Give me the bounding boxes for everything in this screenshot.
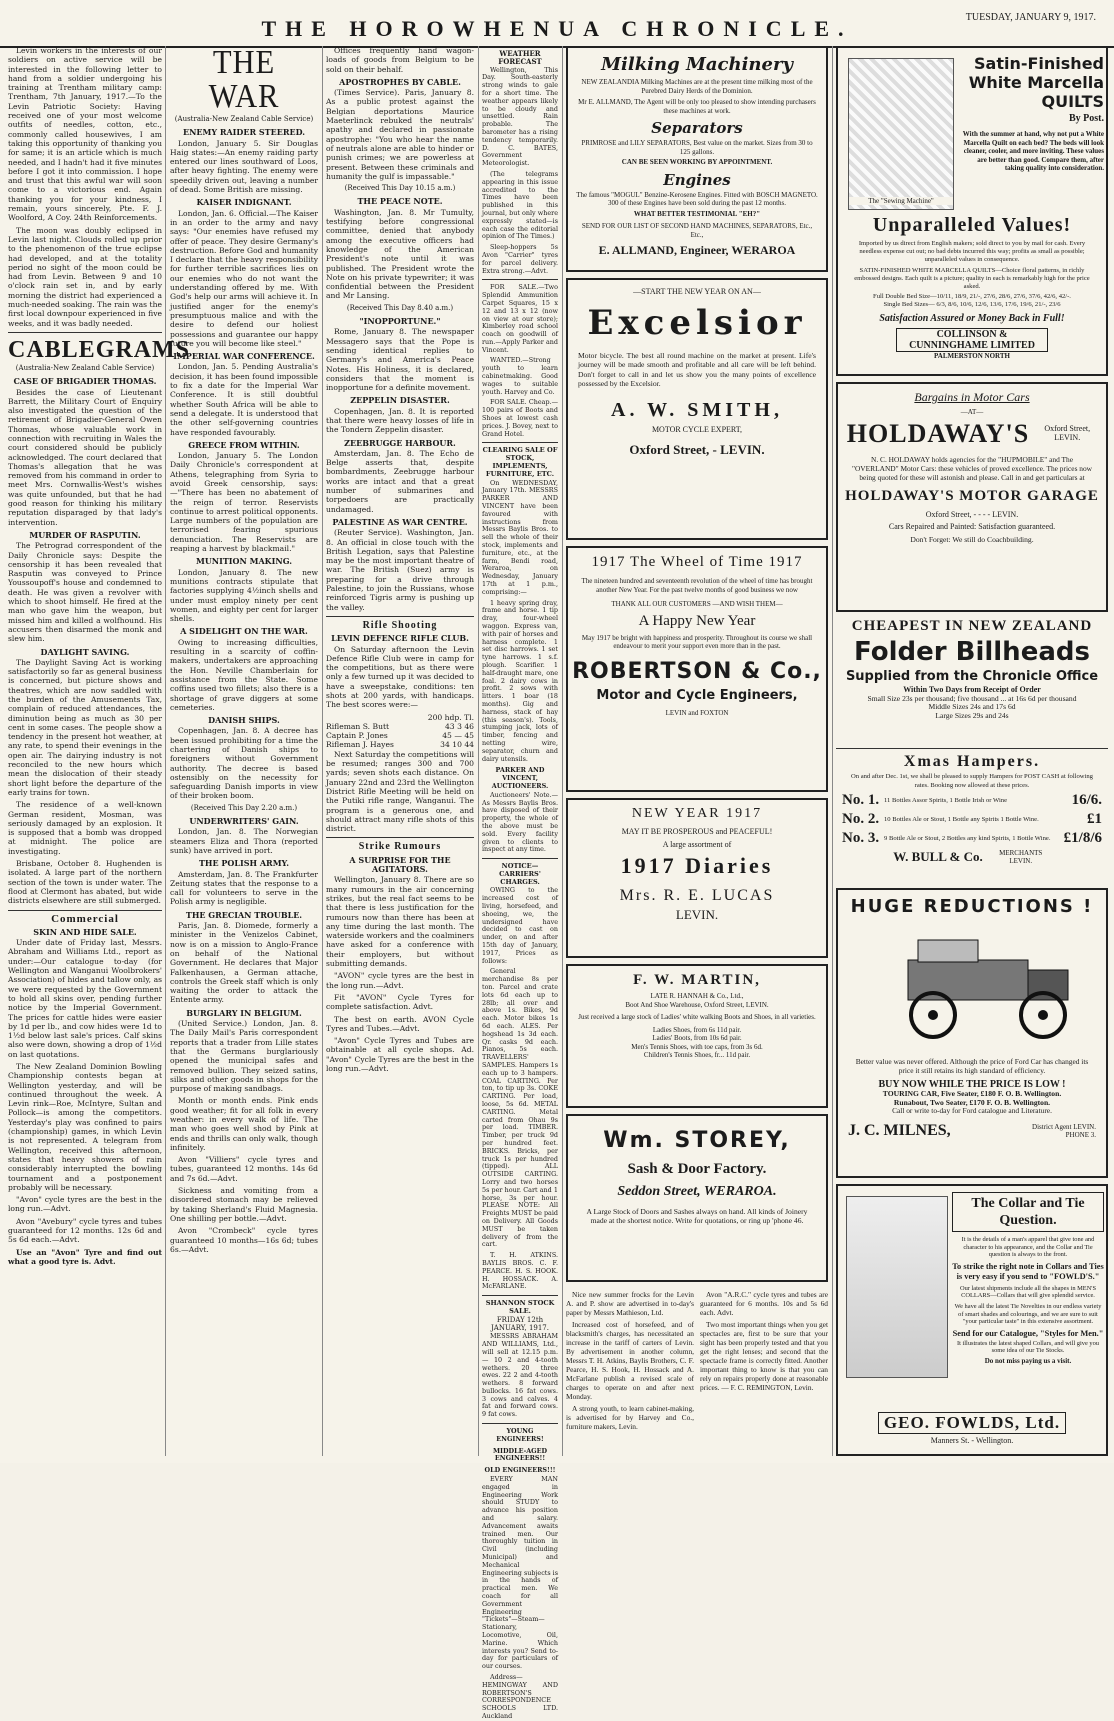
ad-title: F. W. MARTIN, (633, 972, 761, 988)
ad-sizes: Full Double Bed Size—10/11, 18/9, 21/-, 27/6, 28/6, 27/6, 37/6, 42/6, 42/-. (873, 293, 1071, 300)
ad-at: —AT— (960, 408, 984, 416)
section-title-cablegrams: CABLEGRAMS (8, 336, 191, 363)
article-text: Copenhagen, Jan. 8. It is reported that there were heavy losses of life in the Tondern Zeppelin disaster. (326, 406, 474, 435)
ad-garage: HOLDAWAY'S MOTOR GARAGE (845, 487, 1099, 504)
article-heading: ENEMY RAIDER STEERED. (182, 127, 306, 138)
ad-price-line: Ladies' Boots, from 10s 6d pair. (652, 1034, 742, 1042)
ad-text: A large assortment of (662, 839, 732, 849)
rule (482, 1295, 558, 1296)
received-note: (Received This Day 2.20 a.m.) (190, 803, 298, 812)
motor-car-illustration (848, 930, 1098, 1050)
rule (326, 616, 474, 617)
gentleman-portrait-illustration (846, 1196, 948, 1378)
engineers-heading: OLD ENGINEERS!!! (484, 1466, 556, 1475)
article-heading: GREECE FROM WITHIN. (188, 439, 300, 450)
article-heading: BURGLARY IN BELGIUM. (186, 1007, 302, 1018)
ad-town: PALMERSTON NORTH (934, 352, 1010, 360)
ad-text: Just received a large stock of Ladies' white walking Boots and Shoes, in all varieties. (578, 1013, 816, 1021)
article-text: Next Saturday the competitions will be resumed; ranges 300 and 700 yards; seven shots each distance. On January 22nd and 23rd the Wellington District Rifle Meeting will be held on the Putiki rifle range, Wanganui. The program is a generous one, and should attract many rifle shots of this district. (326, 749, 474, 834)
article-text: London, January 5. Sir Douglas Haig states:—An enemy raiding party entered our lines southward of Loos, after heavy fighting. The enemy were speedily driven out, leaving a number of dead. Some British are missing. (170, 138, 318, 195)
ad-text: Don't Forget: We still do Coachbuilding. (910, 534, 1034, 544)
article-heading: THE GRECIAN TROUBLE. (185, 909, 303, 920)
ad-price: Middle Sizes 24s and 17s 6d (928, 702, 1016, 711)
ad-title: Engines (663, 170, 731, 189)
local-note: Nice new summer frocks for the Levin A. and P. show are advertised in to-day's paper by Messrs Mathieson, Ltd. (566, 1290, 694, 1317)
engineers-address: Address—HEMINGWAY AND ROBERTSON'S CORRESPONDENCE SCHOOLS LTD. Auckland (482, 1672, 558, 1720)
ad-text: We have all the latest Tie Novelties in our endless variety of smart shades and colourings, and we are sure to suit "your particular taste" in this extensive assortment. (954, 1302, 1102, 1326)
newspaper-title: THE HOROWHENUA CHRONICLE. (261, 16, 853, 41)
sewing-machine-caption: The "Sewing Machine" (849, 197, 953, 205)
rule (8, 910, 162, 911)
ad-price: Small Size 23s per thousand; five thousand ... at 16s 6d per thousand (867, 693, 1077, 703)
ad-text: Cars Repaired and Painted: Satisfaction guaranteed. (888, 522, 1056, 531)
column-divider (478, 46, 479, 1456)
signatories: T. H. ATKINS. BAYLIS BROS. C. F. PEARCE. H. S. HOOK. H. HOSSACK. A. McFARLANE. (482, 1251, 558, 1291)
scores-table (326, 722, 474, 750)
section-title-war: THE WAR (208, 44, 280, 115)
ad-strike: To strike the right note in Collars and Ties is very easy if you send to "FOWLD'S." (952, 1261, 1104, 1281)
local-note: Two most important things when you get spectacles are, first to be sure that your sight has been properly tested and that you get the right lenses; and second that the spectacle frame is correctly fitted. Another important thing to know is that you can rely on repairs properly done at reasonable prices. — F. C. REMINGTON, Levin. (700, 1320, 828, 1392)
engineers-text: EVERY MAN engaged in Engineering Work should STUDY to advance his position and salary. Advancement awaits trained men. Our thoroughly tuition in Civil (including Municipal) and Mechanical Engineering subjects is in the hands of practical men. We coach for all Government Engineering "Tickets"—Steam—Stationary, Locomotive, Oil, Marine. Which interests you? Send to-day for particulars of our courses. (482, 1475, 558, 1671)
ad-headline: Unparalleled Values! (872, 214, 1072, 236)
article-text: London, January 8. The new munitions contracts stipulate that factories supplying 4½inch shells and under must employ ninety per cent women, and eighty per cent for larger shells. (170, 567, 318, 624)
ad-trade: MOTOR CYCLE EXPERT, (651, 424, 743, 434)
article-text: Owing to increasing difficulties, resulting in a scarcity of coffin-makers, undertakers are approaching the Hon. Neville Chamberlain for assistance from the State. Some coffins used two fillets; also there is a shortage of grave diggers at some cemeteries. (170, 637, 318, 712)
ad-price: Large Sizes 29s and 24s (935, 710, 1009, 720)
ad-holdaway-motors (836, 382, 1108, 612)
ad-text: N. C. HOLDAWAY holds agencies for the "HUPMOBILE" and The "OVERLAND" Motor Cars: these vehicles of proved excellence. The prices now being quoted for these will astonish and please. Call in and get particulars at (851, 454, 1093, 482)
advert-line: "Avon" Cycle Tyres and Tubes are obtainable at all cycle shops. Ad. "Avon" Cycle Tyres are the best in the long run.—Advt. (326, 1036, 474, 1073)
clearing-sale-heading: CLEARING SALE OF STOCK, IMPLEMENTS, FURNITURE, ETC. (482, 446, 558, 478)
ad-trade: Motor and Cycle Engineers, (596, 687, 798, 703)
ad-milking-machinery (566, 46, 828, 272)
article-text: Rome, January 8. The newspaper Messagero says that the Pope is sending identical replies to Germany's and America's Peace Notes. His Holiness, it is declared, considers that the moment is inopportune for a definite movement. (326, 327, 474, 393)
ad-price: Runabout, Two Seater, £170 F. O. B. Wellington. (893, 1097, 1051, 1107)
ad-name: J. C. MILNES, (848, 1121, 951, 1139)
advert-line: Use an "Avon" Tyre and find out what a good tyre is. Advt. (8, 1247, 162, 1266)
ad-title: A Happy New Year (638, 612, 756, 629)
ad-text: With the summer at hand, why not put a White Marcella Quilt on each bed? The beds will look cleaner, cooler, and more inviting. These values are better than good. Compare them, after taking quality into consideration. (962, 130, 1104, 172)
ad-lead: —START THE NEW YEAR ON AN— (633, 287, 761, 296)
ad-martin-boots (566, 964, 828, 1108)
ad-address: Manners St. - Wellington. (930, 1436, 1014, 1445)
ad-lead: CHEAPEST IN NEW ZEALAND (851, 618, 1093, 634)
article-heading: KAISER INDIGNANT. (196, 197, 292, 208)
auctioneers-note: Auctioneers' Note.—As Messrs Baylis Bros. have disposed of their property, the whole of the above must be sold. Every facility given to clients to inspect at any time. (482, 790, 558, 854)
article-text: On Saturday afternoon the Levin Defence Rifle Club were in camp for the competitions, but as there were only a few turned up it was decided to have a sweepstake, conditions: ten shots at 200 yards, with handicaps. The best scores were:— (326, 644, 474, 710)
issue-date: TUESDAY, JANUARY 9, 1917. (965, 12, 1096, 23)
news-column-2 (170, 46, 318, 1456)
ad-diaries-title: 1917 Diaries (620, 853, 774, 878)
ad-text: It is the details of a man's apparel that give tone and character to his appearance, and the Collar and Tie question is always to the front. (961, 1236, 1095, 1259)
article-text: (Reuter Service). Washington, Jan. 8. An official in close touch with the British Legation, says that Palestine may be the most important theatre of war. The British (Suez) army is preparing for a drive through Palestine, to join the Russians, whose reinforced Tigris army is pushing up the valley. (326, 528, 474, 612)
ad-firm: COLLINSON & CUNNINGHAME LIMITED (896, 328, 1048, 352)
received-note: (Received This Day 8.40 a.m.) (346, 303, 454, 312)
section-subtitle: (Australia-New Zealand Cable Service) (15, 363, 155, 372)
ad-diaries (566, 798, 828, 958)
article-text: (United Service.) London, Jan. 8. The Daily Mail's Paris correspondent reports that a trader from Lille states that the Germans burglariously opened the municipal safes and removed bullion. They seized satins, silks and other goods in shops for the purpose of making sandbags. (170, 1019, 318, 1094)
local-note: Increased cost of horsefeed, and of blacksmith's charges, has necessitated an increase in the tariff of carters of Levin. By advertisement in another column, Messrs T. H. Atkins, Baylis Brothers, C. F. Pearce, H. S. Hook, H. Hossack and A. McFarlane publish a revised scale of charges to operate on and after next Monday. (566, 1320, 694, 1401)
car-hub (1038, 1010, 1048, 1020)
scores-header: 200 hdp. Tl. (427, 712, 474, 722)
car-windscreen (918, 940, 978, 962)
ad-agent: District Agent LEVIN. (1032, 1122, 1096, 1131)
article-text: Brisbane, October 8. Hughenden is isolated. A large part of the northern section of the town is under water. The flood at Clermont has abated, but wide districts elsewhere are still submerged. (8, 859, 162, 906)
ad-address: Oxford Street, LEVIN. (1044, 424, 1091, 442)
ad-text: NEW ZEALANDIA Milking Machines are at the present time milking most of the Purebred Dairy Herds of the Dominion. (581, 78, 813, 95)
ad-price-line: Children's Tennis Shoes, fr... 11d pair. (643, 1051, 751, 1059)
score-row: Captain P. Jones 45 — 45 (326, 731, 474, 741)
ad-excelsior (566, 278, 828, 540)
ad-address: Oxford Street, - LEVIN. (629, 442, 765, 457)
ad-title: Xmas Hampers. (903, 753, 1041, 770)
article-heading: UNDERWRITERS' GAIN. (189, 816, 299, 827)
article-text: Amsterdam, Jan. 8. The Echo de Belge asserts that, despite bombardments, Zeebrugge harbour works are intact and that a great number of submarines and torpedoers are practically undamaged. (326, 448, 474, 514)
local-note: Avon "A.R.C." cycle tyres and tubes are guaranteed for 6 months. 10s and 5s 6d each. Advt. (700, 1290, 828, 1317)
hamper-row: No. 1. 11 Bottles Assor Spirits, 1 Bottle Irish or Wine 16/6. (842, 792, 1102, 808)
column-divider (322, 46, 323, 1456)
article-heading: CASE OF BRIGADIER THOMAS. (13, 376, 157, 387)
article-text: The Daylight Saving Act is working satisfactorily so far as general business is concerned, but picture shows and theatres, which are now saddled with the burden of the Amusements Tax, complain of reduced attendances, the diminution being as much as 30 per cent in some cases. The people show a tendency in the present hot weather, at any rate, to spend their evenings in the open air. The dairying industry is not reconciled to the new hours which mean the dislocation of their steady short light before the departure of the early trains for town. (8, 657, 162, 797)
auctioneers: PARKER AND VINCENT, AUCTIONEERS. (491, 766, 549, 790)
article-heading: LEVIN DEFENCE RIFLE CLUB. (331, 633, 469, 644)
ad-text: WHAT BETTER TESTIMONIAL "EH?" (633, 209, 761, 218)
ad-address: Seddon Street, WERAROA. (617, 1184, 777, 1199)
article-heading: A SIDELIGHT ON THE WAR. (180, 626, 308, 637)
section-title-rifle: Rifle Shooting (362, 619, 438, 631)
article-text: Under date of Friday last, Messrs. Abraham and Williams Ltd., report as under:—Our catalogue to-day (for Wellington and Wanganui Woolbrokers' Association) of hides and tallow only, as we were requested by the Government to hold all skins over, pending further notice by the Imperial Government. The prices for cattle hides were easier by 1d per lb., and cow hides were 1d to 1½d below last sale's prices. Calf skins also were down, showing a drop of 1½d on last quotations. (8, 938, 162, 1059)
article-text: London, Jan. 6. Official.—The Kaiser in an order to the army and navy says: "Our enemies have refused my offer of peace. They desire Germany's destruction. Before God and humanity I declare that the heavy responsibility for further terrible sacrifices lies on our enemies who do not want the understanding offered by me. With God's help our arms will achieve it. In justified anger for the enemy's presumptuous malice and with the desire to defend our holiest possessions and guarantee our happy future you will become like steel." (170, 208, 318, 348)
classified-ad: WANTED.—Strong youth to learn cabinetmaking. Good wages to suitable youth. Harvey and Co. (482, 356, 558, 396)
article-heading: A SURPRISE FOR THE AGITATORS. (349, 854, 451, 875)
article-text: Washington, Jan. 8. Mr Tumulty, testifying before congressional committee, denied that anybody among the executive officers had knowledge of the American President's note until it was published. The President wrote the Note on his private typewriter; it was confidential between the President and Mr Lansing. (326, 207, 474, 301)
article-text: (Times Service). Paris, January 8. As a public protest against the Belgian deportations Maurice Maeterlinck rebuked the neutrals' apathy and declared in passionate apostrophe: "You who hear the name of neutrals alone are able to hinder or punish crimes; we are powerless at present. Between these criminals and humanity the gulf is impassable." (326, 88, 474, 181)
article-heading: "INOPPORTUNE." (359, 316, 441, 327)
shannon-sale-date: FRIDAY 12th JANUARY, 1917. (491, 1315, 549, 1332)
advert-line: Avon "Crombeck" cycle tyres guaranteed 10 months—16s 6d; tubes 6s.—Advt. (170, 1226, 318, 1254)
article-text: Wellington, January 8. There are so many rumours in the air concerning strikes, but the real fact seems to be that there is less justification for the rumours now than there has been at any time during the last month. The waterside workers and the coalminers have asked for a conference with their employers, but without submitting demands. (326, 875, 474, 969)
article-heading: MURDER OF RASPUTIN. (29, 529, 141, 540)
article-text: London, January 5. The London Daily Chronicle's correspondent at Athens, telegraphing from Syria to avoid Greek censorship, says:—"There has been no abatement of the reign of terror. Reservists continue to arrest political opponents. Large numbers of the population are terrorised fearing spurious denunciation. The Reservists are reaping a harvest by blackmail." (170, 451, 318, 554)
article-text: London, Jan. 8. The Norwegian steamers Eliza and Thora (reported sunk) have arrived in port. (170, 827, 318, 855)
engineers-heading: MIDDLE-AGED ENGINEERS!! (492, 1446, 548, 1463)
weather-text: Wellington, This Day. South-easterly strong winds to gale for a short time. The weather appears likely to be cloudy and unsettled. Rain probable. The barometer has a rising tendency temporarily. D. C. BATES, Government Meteorologist. (482, 65, 558, 168)
ad-street: Oxford Street, - - - - LEVIN. (925, 509, 1019, 519)
ad-text: PRIMROSE and LILY SEPARATORS, Best value on the market. Sizes from 30 to 125 gallons. (581, 139, 813, 156)
ad-firm: ROBERTSON & Co., (572, 658, 822, 684)
ad-title: Folder Billheads (854, 637, 1090, 667)
section-title-strike: Strike Rumours (358, 841, 442, 853)
news-column-3 (326, 46, 474, 1456)
ad-text: A Large Stock of Doors and Sashes always on hand. All kinds of Joinery made at the shortest notice. Write for quotations, or ring up 'phone 46. (586, 1207, 808, 1225)
score-row: Rifleman J. Hayes 34 10 44 (326, 740, 474, 750)
ad-town: LEVIN. (675, 907, 719, 922)
quilt-illustration (848, 58, 954, 210)
ad-lead: Bargains in Motor Cars (914, 390, 1030, 404)
column-divider (165, 46, 166, 1456)
notice-heading: NOTICE—CARRIERS' CHARGES. (499, 862, 541, 886)
ad-buy: BUY NOW WHILE THE PRICE IS LOW ! (878, 1079, 1066, 1090)
column-divider (562, 46, 563, 1456)
section-subtitle: (Australia-New Zealand Cable Service) (174, 115, 314, 123)
ad-text: Boot And Shoe Warehouse, Oxford Street, LEVIN. (625, 1000, 769, 1009)
local-notes-right (700, 1290, 828, 1456)
ad-title: Separators (651, 119, 743, 137)
ad-text: Within Two Days from Receipt of Order (903, 685, 1041, 694)
advert-line: Avon "Villiers" cycle tyres and tubes, guaranteed 12 months. 14s 6d and 7s 6d.—Advt. (170, 1155, 318, 1183)
hamper-row: No. 2. 10 Bottles Ale or Stout, 1 Bottle any Spirits 1 Bottle Wine. £1 (842, 811, 1102, 827)
ad-title: The Collar and Tie Question. (952, 1192, 1104, 1232)
ad-name: HOLDAWAY'S (846, 418, 1030, 448)
rule (482, 279, 558, 280)
article-text: Offices frequently hand wagon-loads of goods from Belgium to be sold on their behalf. (326, 46, 474, 74)
ad-title: Milking Machinery (601, 54, 793, 75)
article-heading: THE POLISH ARMY. (198, 858, 290, 869)
ad-marcella-quilts (836, 46, 1108, 376)
ad-footer: E. ALLMAND, Engineer, WERAROA (598, 243, 796, 257)
advert-line: Sleep-hoppers 5s Avon "Carrier" tyres for parcel delivery. Extra strong.—Advt. (482, 243, 558, 275)
ad-text: Motor bicycle. The best all round machine on the market at present. Life's journey will be made smooth and profitable and all care will be left behind. Don't forget to call in and let us show you the many points of excellence possessed by the Excelsior. (578, 350, 816, 388)
ad-guarantee: Satisfaction Assured or Money Back in Full! (879, 313, 1065, 324)
ad-text: Imported by us direct from English makers; sold direct to you by mail for cash. Every needless expense cut out; no bad debts incurred this way; profits as small as possible; unparalleled values in consequence. (858, 240, 1086, 263)
ad-xmas-hampers (836, 748, 1108, 882)
rule (482, 858, 558, 859)
ad-price-line: Men's Tennis Shoes, with toe caps, from 3s 6d. (631, 1042, 763, 1051)
classified-ad: FOR SALE. Cheap.—100 pairs of Boots and Shoes at lowest cash prices. J. Bovey, next to Grand Hotel. (482, 398, 558, 438)
article-text: The New Zealand Dominion Bowling Championship contests began at Wellington yesterday, and will be continued throughout the week. A Levin rink—Roe, McIntyre, Sultan and Pollock—is among the competitors. Yesterday's play was confined to pairs (championship) games, in which Levin is not represented. A telegram from Wellington, received this afternoon, states that heavy showers of rain considerably interrupted the bowling tournament and a postponement probably will be necessary. (8, 1061, 162, 1192)
article-heading: IMPERIAL WAR CONFERENCE. (173, 351, 315, 362)
ad-title: NEW YEAR 1917 (631, 806, 763, 821)
article-text: Copenhagen, Jan. 8. A decree has been issued prohibiting for a time the chartering of Danish ships to foreigners without Government authority. The decree is based ostensibly on the necessity for safeguarding Danish imports in view of their broken boom. (170, 726, 318, 801)
ad-text: On and after Dec. 1st, we shall be pleased to supply Hampers for POST CASH at following rates. Booking now allowed at these prices. (851, 773, 1093, 789)
advert-line: Sickness and vomiting from a disordered stomach may be relieved by taking Sherland's Fluid Magnesia. One shilling per bottle.—Advt. (170, 1186, 318, 1223)
weather-heading: WEATHER FORECAST (498, 49, 542, 66)
article-text: The moon was doubly eclipsed in Levin last night. Clouds rolled up prior to the phenomenon of the true eclipse had developed, and at the totality period no sight of the moon could be had from Levin. Between 9 and 10 o'clock rain set in, and by early morning the district had experienced a much-needed soaking. The rain was the first local downpour experienced in five weeks, and it was badly needed. (8, 225, 162, 328)
hamper-row: No. 3. 9 Bottle Ale or Stout, 2 Bottles any kind Spirits, 1 Bottle Wine. £1/8/6 (842, 830, 1102, 846)
ad-title: 1917 The Wheel of Time 1917 (591, 554, 803, 570)
carriers-rates: General merchandise 8s per ton. Parcel and crate lots 6d each up to 28lb; all over and above 1s. Bikes, 9d each. Motor bikes 1s 6d each. ALES. Per hogshead 1s 3d each. Qr. casks 9d each. Pianos, 5s each. TRAVELLERS' SAMPLES. Hampers 1s each up to 3 hampers. COAL CARTING. Per ton, to tip up 3s. COKE CARTING. Per load, loose, 5s 6d. METAL CARTING. Metal carted from Ohau 9s per load. TIMBER. Timber, per truck 9d per hundred feet. BRICKS. Bricks, per truck 1s per hundred (tipped). ALL OUTSIDE CARTING. Lorry and two horses 5s per hour. Cart and 1 horse, 3s per hour. PLEASE NOTE: All Freights MUST be paid on Delivery. All Goods MUST be taken delivery of from the cart. (482, 967, 558, 1249)
ad-storey-sash-door (566, 1114, 828, 1282)
article-heading: SKIN AND HIDE SALE. (33, 926, 137, 937)
article-heading: THE PEACE NOTE. (357, 196, 443, 207)
ad-price-line: Ladies Shoes, from 6s 11d pair. (652, 1025, 742, 1034)
ad-title: Satin-Finished White Marcella QUILTS (968, 54, 1104, 111)
received-note: (Received This Day 10.15 a.m.) (344, 184, 456, 193)
ad-name: A. W. SMITH, (611, 398, 783, 421)
article-text: Paris, Jan. 8. Diomede, formerly a minister in the Venizelos Cabinet, now is on a mission to Anglo-France on behalf of the National Government. He declares that Major Falkenhausen, a German attache, controls the Greek staff which is only waiting the order to attack the Entente army. (170, 921, 318, 1005)
score-row: Rifleman S. Butt 43 3 46 (326, 721, 474, 731)
ad-firm-trade: MERCHANTS LEVIN. (999, 849, 1043, 865)
ad-ford-reductions (836, 888, 1108, 1178)
ad-text: Mr E. ALLMAND, The Agent will be only too pleased to show intending purchasers these machines at work. (578, 98, 816, 115)
ad-text: LATE R. HANNAH & Co., Ltd., (650, 992, 744, 1000)
car-hub (928, 1010, 938, 1020)
article-heading: ZEPPELIN DISASTER. (350, 395, 450, 406)
column-divider (832, 46, 833, 1456)
ad-subtitle: By Post. (1069, 113, 1104, 124)
advert-line: Avon "Avebury" cycle tyres and tubes guaranteed for 12 months. 12s 6d and 5s 6d each.—Advt. (8, 1216, 162, 1245)
ad-firm: W. BULL & Co. (893, 849, 983, 864)
classifieds-column (482, 46, 558, 1720)
shannon-sale-text: MESSRS ABRAHAM AND WILLIAMS, Ltd., will sell at 12.15 p.m.— 10 2 and 4-tooth wethers. 20 three ewes. 22 2 and 4-tooth wethers. 8 forward bullocks. 16 fat cows. 3 cows and calves. 4 fat and forward cows. 9 fat cows. (482, 1332, 558, 1419)
ad-firm: GEO. FOWLDS, Ltd. (878, 1412, 1066, 1434)
article-text: (The telegrams appearing in this issue accredited to the Times have been published in this journal, but only where expressly stated—is each case the editorial opinion of The Times.) (482, 169, 558, 241)
rule (482, 442, 558, 443)
ad-title: HUGE REDUCTIONS ! (850, 896, 1094, 917)
ad-catalogue: Send for our Catalogue, "Styles for Men." (952, 1328, 1104, 1338)
ad-text: May 1917 be bright with happiness and prosperity. Throughout its course we shall endeavour to merit your support even more than in the past. (581, 633, 813, 650)
ad-text: MAY IT BE PROSPEROUS and PEACEFUL! (621, 827, 773, 836)
rule (326, 837, 474, 838)
article-text: London, Jan. 5. Pending Australia's decision, it has been found impossible to fix a date for the Imperial War Conference. It is still doubtful whether South Africa will be able to send a delegate. It is understood that the other self-governing countries have responded favourably. (170, 362, 318, 437)
article-text: Month or month ends. Pink ends good weather; fit for all folk in every weather: in every walk of life. The man who goes well shod by Pink at ends and thrills can only walk, though infinitely. (170, 1096, 318, 1152)
advert-line: The best on earth. AVON Cycle Tyres and Tubes.—Advt. (326, 1014, 474, 1033)
ad-text: SEND FOR OUR LIST OF SECOND HAND MACHINES, SEPARATORS, Etc., Etc., (581, 222, 813, 239)
shannon-sale-heading: SHANNON STOCK SALE. (485, 1299, 555, 1315)
ad-text: SATIN-FINISHED WHITE MARCELLA QUILTS—Choice floral patterns, in richly embossed designs. Each quilt is a picture; quality in each is remarkably high for the price asked. (854, 267, 1090, 290)
ad-text: The famous "MOGUL" Benzine-Kerosene Engines. Fitted with BOSCH MAGNETO. 300 of these Engines have been sold during the past 12 months. (576, 190, 818, 207)
clearing-sale-items: 1 heavy spring dray, frame and horse. 1 tip dray, four-wheel waggon. Express van, with pair of horses and harness complete. 1 set disc harrows. 1 set tyne harrows. 1 s.f. plough. Scarifier. 1 half-draught mare, one foal. 2 dairy cows in profit. 2 sows with litters. 1 boar (18 months). Gig and harness, stack of hay (this season's). Tools, stumping jack, lots of timber, fencing and netting wire, separator, churn and dairy utensils. (482, 598, 558, 763)
rule (8, 332, 162, 333)
article-text: The residence of a well-known German resident, Mosman, was seriously damaged by an explosion. It is supposed that a bomb was dropped at midnight. The police are investigating. (8, 800, 162, 856)
ad-folder-billheads (836, 618, 1108, 742)
engineers-heading: YOUNG ENGINEERS! (496, 1427, 544, 1443)
ad-text: Do not miss paying us a visit. (984, 1356, 1072, 1365)
local-notes-left (566, 1290, 694, 1456)
classified-ad: FOR SALE.—Two Splendid Ammunition Carpet Squares, 15 x 12 and 13 x 12 (now on view at our store); Kimberley road school coach on goodwill of run.—Apply Parker and Vincent. (482, 283, 558, 354)
ad-address: LEVIN and FOXTON (665, 708, 729, 717)
ad-text: It illustrates the latest shaped Collars, and will give you some idea of our Tie Stocks. (957, 1339, 1099, 1355)
advert-line: Fit "AVON" Cycle Tyres for complete satisfaction. Advt. (326, 992, 474, 1012)
ad-title: Excelsior (587, 302, 807, 343)
clearing-sale-text: On WEDNESDAY, January 17th. MESSRS PARKER AND VINCENT have been favoured with instructions from Messrs Baylis Bros. to sell the whole of their stock, implements and furniture, etc., at the farm, Bendi road, Weraroa, on Wednesday, January 17th at 1 p.m., comprising:— (482, 478, 558, 596)
ad-name: Mrs. R. E. LUCAS (619, 887, 775, 904)
ad-text: The nineteen hundred and seventeenth revolution of the wheel of time has brought another New Year. For the past twelve months of good business we now (581, 577, 813, 594)
article-text: Levin workers in the interests of our soldiers on active service will be interested in the following letter to hand from a soldier undergoing his training at Trentham military camp: Trentham, 7th January, 1917.—To the Levin Patriotic Society: Having received one of your most welcome outfits of needles, cotton, etc., commonly called housewives, I am taking this opportunity of thanking you for same; it is an article which is much needed, and I hadn't had it five minutes before I got it into commission. I hope and trust that this awful war will soon come to a victorious end. Again thanking you for your kindness, I remain, yours sincerely, Pte. F. J. Woolford, A Coy. 24th Reinforcements. (8, 46, 162, 223)
ad-text: CAN BE SEEN WORKING BY APPOINTMENT. (621, 158, 773, 166)
advert-line: "Avon" cycle tyres are the best in the long run.—Advt. (8, 1195, 162, 1214)
article-text: Besides the case of Lieutenant Barrett, the Military Court of Enquiry also investigated the question of the retirement of Brigadier-General Owen Thomas, whose valuable work in connection with recruiting in Wales the court considered should be publicly acknowledged. The court declared that Thomas's allegation that he was removed from his command in order to meet Mrs. Cornwallis-West's wishes was quite unfounded, but that he had good reason for thinking his military reputation disparaged by that lady's intervention. (8, 387, 162, 527)
article-heading: DANISH SHIPS. (208, 715, 280, 726)
advert-line: "AVON" cycle tyres are the best in the long run.—Advt. (326, 971, 474, 990)
article-text: Amsterdam, Jan. 8. The Frankfurter Zeitung states that the response to a call for volunteers to serve in the Polish army is negligible. (170, 869, 318, 907)
local-note: A strong youth, to learn cabinet-making, is advertised for by Harvey and Co., furniture makers, Levin. (566, 1404, 694, 1431)
news-column-1 (8, 46, 191, 1456)
ad-subtitle: Supplied from the Chronicle Office (845, 669, 1099, 684)
ad-trade: Sash & Door Factory. (627, 1161, 767, 1177)
article-text: The Petrograd correspondent of the Daily Chronicle says: Despite the censorship it has been revealed that Rasputin was conveyed to Prince Youssoupoff's house and condemned to death. He was given a revolver with which to shoot himself. He fired at the man who gave him the weapon, but missed him and killed a wolfhound. His accusers then disarmed the monk and slew him. (8, 541, 162, 644)
masthead (0, 10, 1114, 42)
section-title-commercial: Commercial (51, 912, 119, 925)
ad-price: TOURING CAR, Five Seater, £180 F. O. B. Wellington. (882, 1089, 1062, 1098)
article-heading: MUNITION MAKING. (195, 556, 293, 567)
ad-text: Call or write to-day for Ford catalogue and Literature. (892, 1106, 1052, 1115)
rule (482, 1423, 558, 1424)
article-heading: APOSTROPHES BY CABLE. (339, 76, 461, 87)
ad-collar-and-tie (836, 1184, 1108, 1456)
notice-text: OWING to the increased cost of living, horsefeed, and shoeing, we, the undersigned have decided to cast on under, on and after 15th day of January, 1917, Prices as follows: (482, 886, 558, 965)
article-heading: DAYLIGHT SAVING. (40, 646, 130, 657)
ad-title: Wm. STOREY, (603, 1128, 791, 1153)
ad-text: Better value was never offered. Although the price of Ford Car has changed its price it still retains its high standard of efficiency. (855, 1057, 1089, 1075)
ad-text: Our latest shipments include all the shapes in MEN'S COLLARS—Collars that will give splendid service. (959, 1284, 1097, 1300)
ad-sizes: Single Bed Sizes— 6/3, 8/6, 10/6, 12/6, 13/6, 17/6, 19/6, 21/-, 23/6 (883, 301, 1061, 308)
ad-text: THANK ALL OUR CUSTOMERS —AND WISH THEM— (611, 600, 783, 608)
article-heading: PALESTINE AS WAR CENTRE. (332, 516, 468, 527)
ad-phone: PHONE 3. (1065, 1130, 1096, 1139)
article-heading: ZEEBRUGGE HARBOUR. (344, 437, 456, 448)
ad-wheel-of-time (566, 546, 828, 792)
